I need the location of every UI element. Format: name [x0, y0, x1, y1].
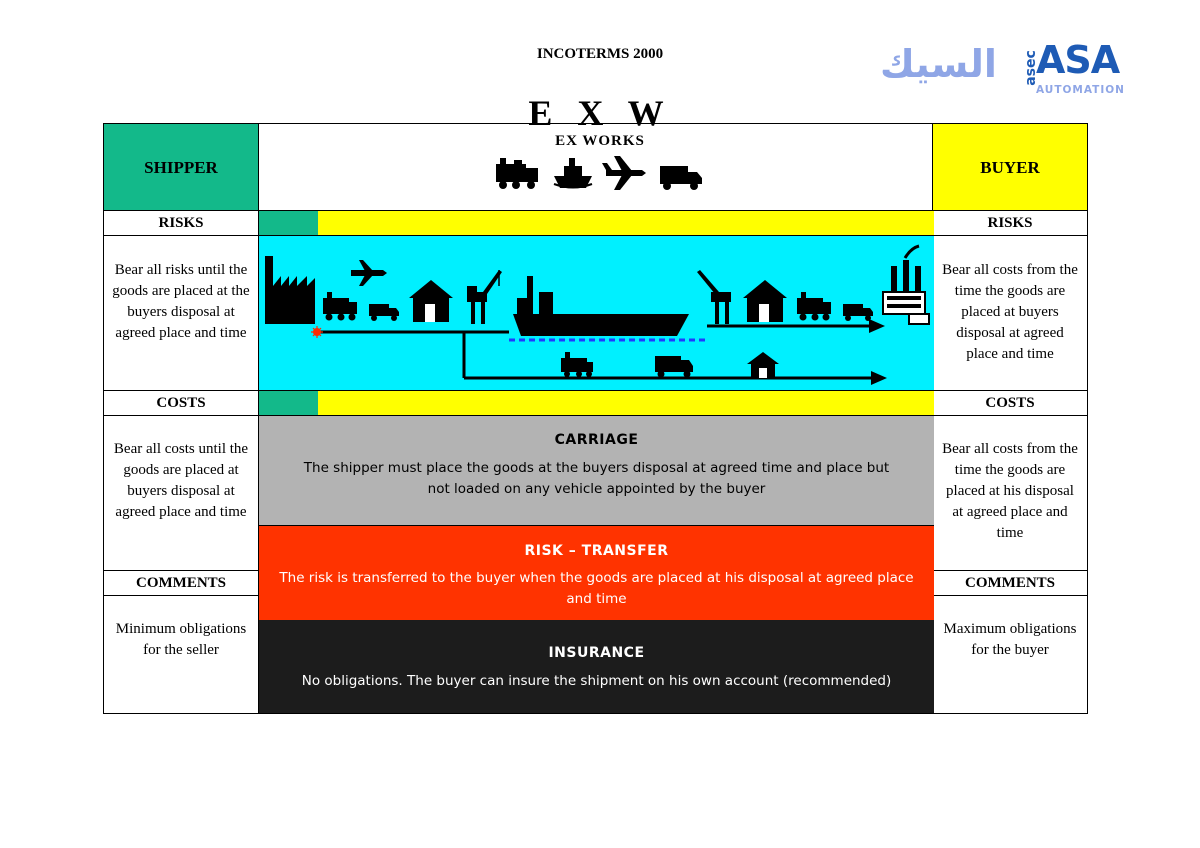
shipper-header [104, 124, 259, 211]
shipper-comments-text: Minimum obligations for the seller [104, 595, 259, 713]
buyer-header [932, 124, 1087, 211]
logo-vertical-text: asec [1022, 50, 1039, 86]
buyer-risks-text: Bear all costs from the time the goods are placed at buyers disposal at agreed place and time [932, 235, 1087, 390]
cost-bar-buyer-segment [318, 390, 934, 416]
buyer-comments-text: Maximum obligations for the buyer [932, 595, 1087, 713]
ex-works-scene [259, 235, 934, 390]
carriage-title: CARRIAGE [554, 432, 639, 448]
carriage-text-line1: The shipper must place the goods at the buyers disposal at agreed time and place but [303, 460, 890, 476]
warehouse-icon [743, 280, 787, 322]
risk-transfer-title: RISK – TRANSFER [524, 543, 669, 559]
buyer-title: BUYER [980, 158, 1040, 177]
logo-subtitle: AUTOMATION [1036, 84, 1125, 96]
insurance-title: INSURANCE [548, 645, 645, 661]
insurance-text: No obligations. The buyer can insure the shipment on his own account (recommended) [301, 673, 892, 689]
buyer-risks-label: RISKS [932, 210, 1087, 236]
crane-icon [467, 270, 502, 324]
carriage-text-line2: not loaded on any vehicle appointed by the buyer [427, 481, 766, 497]
risk-bar-shipper-segment [259, 210, 319, 236]
cargo-ship-icon [513, 276, 689, 336]
insurance-section [259, 620, 934, 713]
logo-brand: ASA [1036, 38, 1120, 82]
warehouse-icon [409, 280, 453, 322]
delivery-point-marker [311, 326, 323, 338]
train-icon [323, 292, 357, 321]
plane-icon [351, 260, 387, 286]
cost-bar-shipper-segment [259, 390, 319, 416]
truck-icon [843, 304, 873, 321]
buyer-costs-label: COSTS [932, 390, 1087, 416]
shipper-costs-text: Bear all costs until the goods are placed at buyers disposal at agreed place and time [104, 415, 259, 570]
incoterm-name: EX WORKS [555, 133, 645, 149]
buyer-costs-text: Bear all costs from the time the goods are placed at his disposal at agreed place and time [932, 415, 1087, 570]
train-icon [561, 352, 593, 377]
scene-illustration [259, 236, 934, 390]
factory-icon [265, 256, 315, 324]
asa-automation-logo [880, 38, 1125, 102]
shipper-risks-text: Bear all risks until the goods are placed at the buyers disposal at agreed place and time [104, 235, 259, 390]
crane-icon [697, 270, 731, 324]
shipper-costs-label: COSTS [104, 390, 259, 416]
truck-icon [369, 304, 399, 321]
document-title: INCOTERMS 2000 [536, 46, 664, 62]
logo-arabic-text: السيك [880, 42, 997, 86]
risk-bar-buyer-segment [318, 210, 934, 236]
risk-transfer-text-line2: and time [566, 591, 627, 607]
risk-transfer-text-line1: The risk is transferred to the buyer when the goods are placed at his disposal at agreed place [279, 570, 914, 586]
truck-icon [655, 356, 693, 378]
shipper-title: SHIPPER [144, 158, 218, 177]
train-icon [797, 292, 831, 321]
shipper-risks-label: RISKS [104, 210, 259, 236]
house-icon [747, 352, 779, 378]
risk-transfer-section [259, 525, 934, 620]
shipper-comments-label: COMMENTS [104, 570, 259, 596]
incoterm-code: E X W [528, 93, 672, 133]
buyer-factory-icon [883, 246, 929, 324]
incoterm-table [103, 123, 1088, 714]
buyer-comments-label: COMMENTS [932, 570, 1087, 596]
carriage-section [259, 415, 934, 526]
